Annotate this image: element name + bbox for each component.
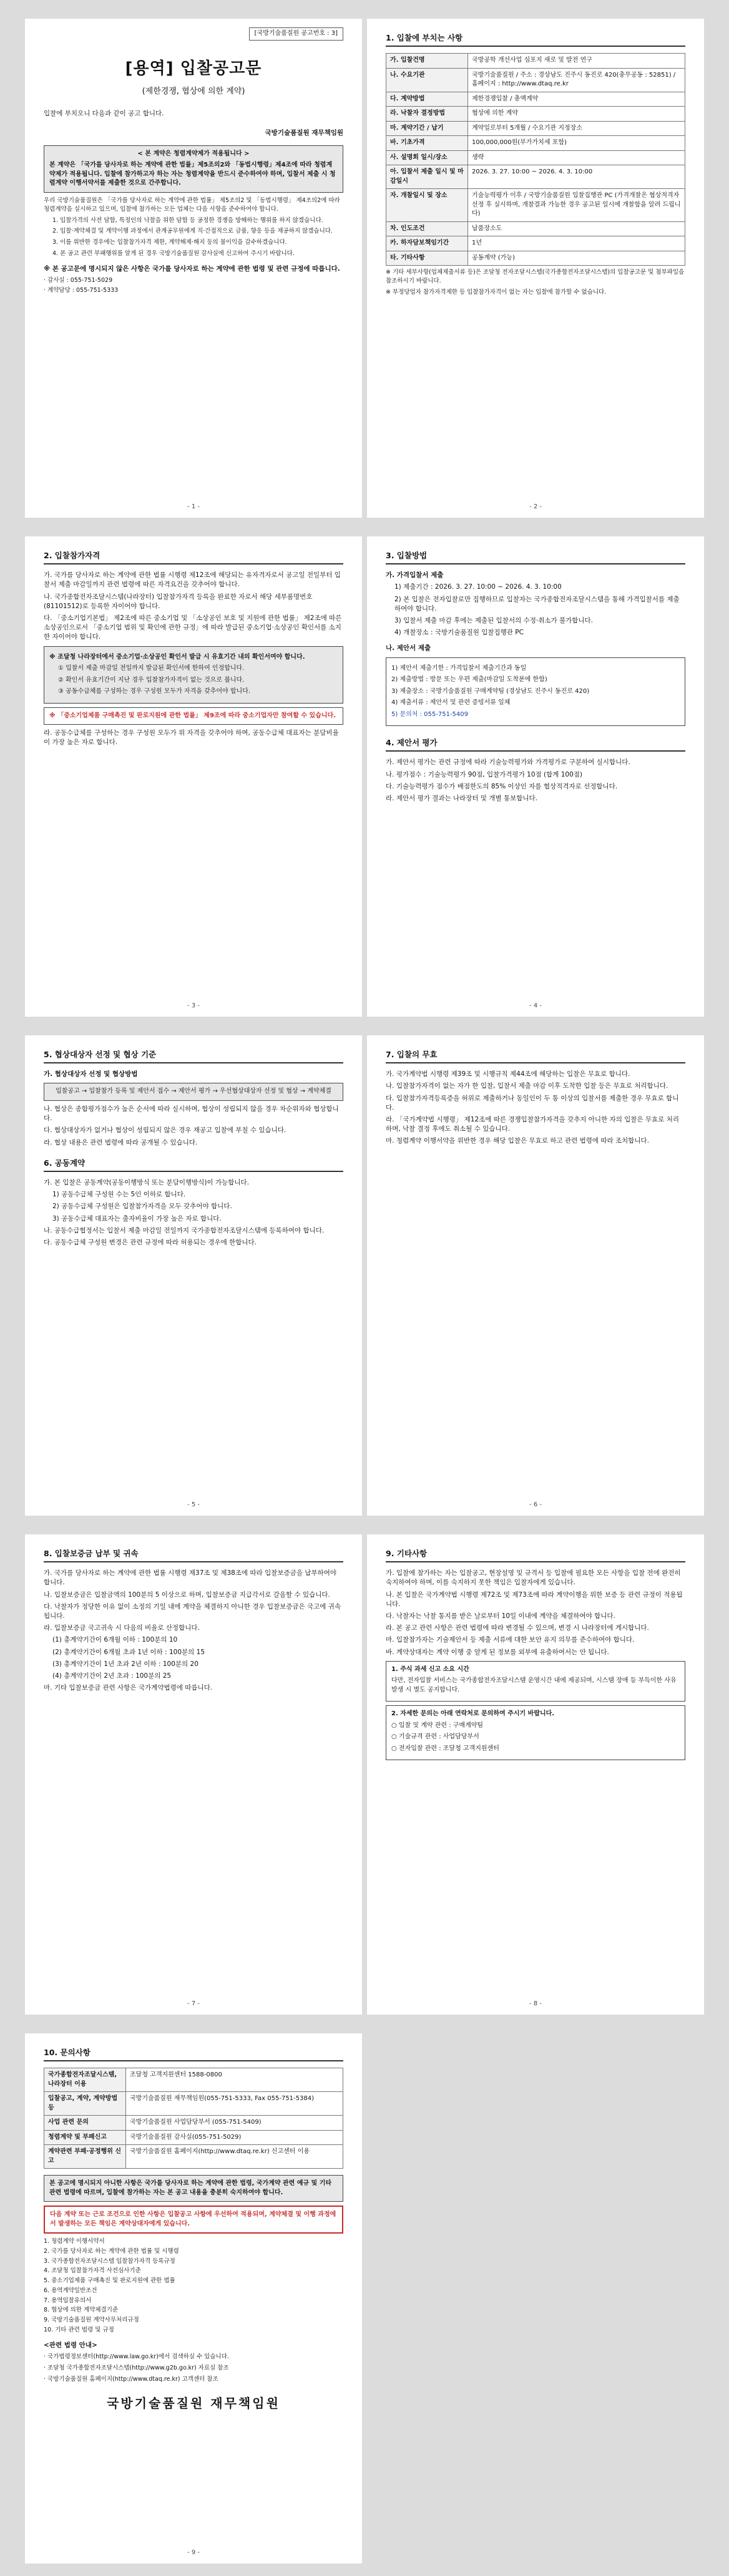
list-item: 가. 국가계약법 시행령 제39조 및 시행규칙 제44조에 해당하는 입찰은 무효로 합니다. xyxy=(386,1070,630,1078)
contact-list xyxy=(44,276,343,295)
list-item: 1) 공동수급체 구성원 수는 5인 이하로 합니다. xyxy=(52,1191,186,1199)
section-heading: 2. 입찰참가자격 xyxy=(44,550,343,564)
warning-box xyxy=(44,707,343,725)
list-item: 가. 국가를 당사자로 하는 계약에 관한 법률 시행령 제37조 및 제38조에 따라 입찰보증금을 납부하여야 합니다. xyxy=(44,1569,337,1587)
paragraph: 라. 공동수급체를 구성하는 경우 구성원 모두가 위 자격을 갖추어야 하며, 공동수급체 대표자는 분담비율이 가장 높은 자로 합니다. xyxy=(44,729,339,747)
box-text: 다만, 전자입찰 서비스는 국가종합전자조달시스템 운영시간 내에 제공되며, 시스템 장애 등 부득이한 사유 발생 시 별도 공지합니다. xyxy=(391,1677,677,1693)
box-line: ※ 조달청 나라장터에서 중소기업·소상공인 확인서 발급 시 유효기간 내의 확인서여야 합니다. xyxy=(49,653,305,661)
list-item: 10. 기타 관련 법령 및 규정 xyxy=(44,2327,114,2334)
box-line: ① 입찰서 제출 마감일 전일까지 발급된 확인서에 한하여 인정합니다. xyxy=(58,665,245,672)
list-item: 다. 입찰참가자격등록증을 허위로 제출하거나 동일인이 두 통 이상의 입찰서를 제출한 경우 무효로 합니다. xyxy=(386,1094,679,1111)
list-item: 라. 「국가계약법 시행령」 제12조에 따른 경쟁입찰참가자격을 갖추지 아니한 자의 입찰은 무효로 처리하며, 낙찰 결정 후에도 취소될 수 있습니다. xyxy=(386,1116,679,1133)
integrity-item: 2. 입찰·계약체결 및 계약이행 과정에서 관계공무원에게 직·간접적으로 금품, 향응 등을 제공하지 않겠습니다. xyxy=(52,228,333,235)
list-item: 바. 계약상대자는 계약 이행 중 알게 된 정보를 외부에 유출하여서는 안 됩니다. xyxy=(386,1648,609,1656)
list-item: 다. 기술능력평가 점수가 배점한도의 85% 이상인 자를 협상적격자로 선정합니다. xyxy=(386,782,618,790)
info-box xyxy=(386,1661,685,1702)
section-heading: 8. 입찰보증금 납부 및 귀속 xyxy=(44,1548,343,1562)
document-subtitle: (제한경쟁, 협상에 의한 계약) xyxy=(142,86,245,96)
subheading: 나. 제안서 제출 xyxy=(386,644,431,652)
subheading: 가. 가격입찰서 제출 xyxy=(386,571,444,579)
list-item: 라. 제안서 평가 결과는 나라장터 및 개별 통보합니다. xyxy=(386,794,538,802)
list-item: (1) 총계약기간이 6개월 이하 : 100분의 10 xyxy=(52,1636,178,1644)
box-line: ② 확인서 유효기간이 지난 경우 입찰참가자격이 없는 것으로 봅니다. xyxy=(58,676,245,684)
list-item: 4) 개찰장소 : 국방기술품질원 입찰집행관 PC xyxy=(394,629,524,637)
integrity-box-title: < 본 계약은 청렴계약제가 적용됩니다 > xyxy=(137,150,250,157)
page-9 xyxy=(25,2033,362,2564)
list-item: 나. 공동수급협정서는 입찰서 제출 마감일 전일까지 국가종합전자조달시스템에 등록하여야 합니다. xyxy=(44,1226,325,1234)
list-item: 다. 공동수급체 구성원 변경은 관련 규정에 따라 허용되는 경우에 한합니다. xyxy=(44,1238,257,1246)
list-item: 3) 공동수급체 대표자는 출자비율이 가장 높은 자로 합니다. xyxy=(52,1214,222,1223)
list-item: 5) 문의처 : 055-751-5409 xyxy=(391,710,468,718)
section-heading: 10. 문의사항 xyxy=(44,2047,343,2061)
list-item: 4) 제출서류 : 제안서 및 관련 증빙서류 일체 xyxy=(391,699,511,707)
integrity-item: 1. 입찰가격의 사전 담합, 특정인의 낙찰을 위한 담합 등 공정한 경쟁을 방해하는 행위를 하지 않겠습니다. xyxy=(52,216,323,224)
section-heading: 1. 입찰에 부치는 사항 xyxy=(386,32,685,47)
integrity-body xyxy=(44,196,343,258)
list-item: 3. 국가종합전자조달시스템 입찰참가자격 등록규정 xyxy=(44,2257,175,2265)
intro-text: 입찰에 부치오니 다음과 같이 공고 합니다. xyxy=(44,109,164,117)
box-title: 2. 자세한 문의는 아래 연락처로 문의하여 주시기 바랍니다. xyxy=(391,1710,555,1718)
section-heading: 6. 공동계약 xyxy=(44,1158,343,1172)
list-item: 라. 입찰보증금 국고귀속 시 다음의 비율로 산정합니다. xyxy=(44,1624,200,1632)
list-item: 다. 협상대상자가 없거나 협상이 성립되지 않은 경우 재공고 입찰에 부칠 수 있습니다. xyxy=(44,1126,286,1135)
list-item: 2) 본 입찰은 전자입찰로만 집행하므로 입찰자는 국가종합전자조달시스템을 통해 가격입찰서를 제출하여야 합니다. xyxy=(394,595,680,613)
page-number: - 5 - xyxy=(187,1501,200,1508)
list-item: 4. 조달청 입찰참가자격 사전심사기준 xyxy=(44,2267,141,2275)
warning-text: ※ 「중소기업제품 구매촉진 및 판로지원에 관한 법률」 제9조에 따라 중소기업자만 참여할 수 있습니다. xyxy=(49,712,336,719)
table-row: 바. 기초가격 100,000,000원(부가가치세 포함) xyxy=(386,136,685,151)
list-item: (4) 총계약기간이 2년 초과 : 100분의 25 xyxy=(52,1672,172,1680)
list-item: 1) 제출기간 : 2026. 3. 27. 10:00 ~ 2026. 4. 3. 10:00 xyxy=(394,583,562,591)
list-item: 2) 공동수급체 구성원은 입찰참가자격을 모두 갖추어야 합니다. xyxy=(52,1203,232,1211)
document-title: [용역] 입찰공고문 xyxy=(125,59,262,78)
list-item: 나. 본 입찰은 국가계약법 시행령 제72조 및 제73조에 따라 계약이행을 위한 보증 등 관련 규정이 적용됩니다. xyxy=(386,1591,683,1608)
table-row: 다. 계약방법 제한경쟁입찰 / 총액계약 xyxy=(386,92,685,107)
list-item: 2) 제출방법 : 방문 또는 우편 제출(마감일 도착분에 한함) xyxy=(391,676,547,684)
notice-summary-table xyxy=(386,53,685,266)
list-item: 나. 입찰참가자격이 없는 자가 한 입찰, 입찰서 제출 마감 이후 도착한 입찰 등은 무효로 처리합니다. xyxy=(386,1082,668,1090)
table-note: ※ 부정당업자 참가자격제한 등 입찰참가자격이 없는 자는 입찰에 참가할 수 없습니다. xyxy=(386,288,607,296)
table-row: 타. 기타사항 공동계약 (가능) xyxy=(386,251,685,266)
list-item: 9. 국방기술품질원 계약사무처리규정 xyxy=(44,2317,139,2324)
list-item: 나. 협상은 종합평가점수가 높은 순서에 따라 실시하며, 협상이 성립되지 않을 경우 차순위자와 협상합니다. xyxy=(44,1105,339,1123)
page-number: - 7 - xyxy=(187,2000,200,2007)
list-item: 나. 평가점수 : 기술능력평가 90점, 입찰가격평가 10점 (합계 100점) xyxy=(386,770,583,778)
table-row: 청렴계약 및 부패신고 국방기술품질원 감사실(055-751-5029) xyxy=(44,2130,343,2145)
integrity-item: 3. 이를 위반한 경우에는 입찰참가자격 제한, 계약해제·해지 등의 불이익을 감수하겠습니다. xyxy=(52,239,287,246)
page-5 xyxy=(25,1035,362,1516)
reference-list xyxy=(44,2237,343,2335)
qualification-box xyxy=(44,646,343,704)
list-item: 가. 제안서 평가는 관련 규정에 따라 기술능력평가와 가격평가로 구분하여 실시합니다. xyxy=(386,758,630,767)
paragraph: 나. 국가종합전자조달시스템(나라장터) 입찰참가자격 등록을 완료한 자로서 해당 세부품명번호(81101512)로 등록한 자이어야 합니다. xyxy=(44,593,313,610)
table-note: ※ 기타 세부사항(업체제출서류 등)은 조달청 전자조달시스템(국가종합전자조달시스템)의 입찰공고문 및 첨부파일을 참조하시기 바랍니다. xyxy=(386,269,685,284)
priority-text: 다음 계약 또는 근로 조건으로 인한 사항은 입찰공고 사항에 우선하여 적용되며, 계약체결 및 이행 과정에서 발생하는 모든 책임은 계약상대자에게 있습니다. xyxy=(50,2211,336,2227)
proposal-box xyxy=(386,657,685,727)
list-item: 2. 국가를 당사자로 하는 계약에 관한 법률 및 시행령 xyxy=(44,2247,179,2255)
list-item: 6. 용역계약일반조건 xyxy=(44,2287,97,2294)
paragraph: 가. 국가를 당사자로 하는 계약에 관한 법률 시행령 제12조에 해당되는 유자격자로서 공고일 전일부터 입찰서 제출 마감일까지 관련 법령에 따른 자격요건을 갖추어야 합니다. xyxy=(44,571,341,589)
integrity-box xyxy=(44,145,343,193)
table-row: 차. 인도조건 납품장소도 xyxy=(386,221,685,236)
process-box: 입찰공고 → 입찰참가 등록 및 제안서 접수 → 제안서 평가 → 우선협상대상자 선정 및 협상 → 계약체결 xyxy=(44,1083,343,1101)
page-number: - 9 - xyxy=(187,2549,200,2556)
list-item: 가. 입찰에 참가하는 자는 입찰공고, 현장설명 및 규격서 등 입찰에 필요한 모든 사항을 입찰 전에 완전히 숙지하여야 하며, 이를 숙지하지 못한 책임은 입찰자에게 있습니다. xyxy=(386,1569,681,1587)
list-item: 다. 낙찰자가 정당한 이유 없이 소정의 기일 내에 계약을 체결하지 아니한 경우 입찰보증금은 국고에 귀속됩니다. xyxy=(44,1602,341,1620)
section-heading: 5. 협상대상자 선정 및 협상 기준 xyxy=(44,1049,343,1063)
page-number: - 2 - xyxy=(529,503,542,510)
list-item: (3) 총계약기간이 1년 초과 2년 이하 : 100분의 20 xyxy=(52,1660,198,1668)
reference-line: · 국가법령정보센터(http://www.law.go.kr)에서 검색하실 수 있습니다. xyxy=(44,2353,229,2360)
list-item: 8. 협상에 의한 계약체결기준 xyxy=(44,2307,119,2314)
integrity-box-text: 본 계약은 「국가를 당사자로 하는 계약에 관한 법률」제5조의2와 「동법시행령」제4조에 따라 청렴계약제가 적용됩니다. 입찰에 참가하고자 하는 자는 청렴계약을 반드시 준수하여야 하며, 입찰서 제출 시 청렴계약 이행서약서를 제출한 것으로 간주합니다. xyxy=(49,162,336,187)
page-6 xyxy=(367,1035,704,1516)
table-row: 사. 설명회 일시/장소 생략 xyxy=(386,150,685,165)
list-item: 다. 낙찰자는 낙찰 통지를 받은 날로부터 10일 이내에 계약을 체결하여야 합니다. xyxy=(386,1612,615,1620)
paragraph: 다. 「중소기업기본법」 제2조에 따른 중소기업 및 「소상공인 보호 및 지원에 관한 법률」 제2조에 따른 소상공인으로서 「중소기업 범위 및 확인에 관한 규정」에 따라 발급된 중소기업·소상공인 확인서를 소지한 자이어야 합니다. xyxy=(44,614,342,641)
list-item: (2) 총계약기간이 6개월 초과 1년 이하 : 100분의 15 xyxy=(52,1648,205,1656)
table-row: 아. 입찰서 제출 일시 및 마감일시 2026. 3. 27. 10:00 ~ 2026. 4. 3. 10:00 xyxy=(386,165,685,189)
bold-notice: ※ 본 공고문에 명시되지 않은 사항은 국가를 당사자로 하는 계약에 관한 법령 및 관련 규정에 따릅니다. xyxy=(44,264,340,273)
page-number: - 4 - xyxy=(529,1002,542,1009)
box-title: 1. 주식 과세 신고 소요 시간 xyxy=(391,1665,469,1673)
list-item: 마. 기타 입찰보증금 관련 사항은 국가계약법령에 따릅니다. xyxy=(44,1684,213,1692)
box-text: ○ 전자입찰 관련 : 조달청 고객지원센터 xyxy=(391,1745,499,1752)
contact-table xyxy=(44,2068,343,2169)
page-number: - 6 - xyxy=(529,1501,542,1508)
section-heading: 9. 기타사항 xyxy=(386,1548,685,1562)
list-item: 1. 청렴계약 이행서약서 xyxy=(44,2238,105,2245)
contact-item: · 계약담당 : 055-751-5333 xyxy=(44,286,119,294)
section-heading: 3. 입찰방법 xyxy=(386,550,685,564)
page-number: - 3 - xyxy=(187,1002,200,1009)
integrity-item: 4. 본 공고 관련 부패행위를 알게 된 경우 국방기술품질원 감사실에 신고하여 주시기 바랍니다. xyxy=(52,249,295,257)
list-item: 3) 제출장소 : 국방기술품질원 구매계약팀 (경상남도 진주시 동진로 420) xyxy=(391,687,590,695)
issuer-signature: 국방기술품질원 재무책임원 xyxy=(265,128,343,137)
list-item: 라. 본 공고 관련 사항은 관련 법령에 따라 변경될 수 있으며, 변경 시 나라장터에 게시합니다. xyxy=(386,1624,649,1632)
table-row: 나. 수요기관 국방기술품질원 / 주소 : 경상남도 진주시 동진로 420(충무공동 : 52851) / 홈페이지 : http://www.dtaq.re.kr xyxy=(386,68,685,92)
page-1 xyxy=(25,19,362,518)
integrity-paragraph: 우리 국방기술품질원은 「국가를 당사자로 하는 계약에 관한 법률」 제5조의2 및 「동법시행령」 제4조의2에 따라 청렴계약을 실시하고 있으며, 입찰에 참가하는 모든 업체는 다음 사항을 준수하여야 합니다. xyxy=(44,196,340,213)
table-row: 카. 하자담보책임기간 1년 xyxy=(386,236,685,251)
section-heading: 4. 제안서 평가 xyxy=(386,737,685,752)
notice-box: 본 공고에 명시되지 아니한 사항은 국가를 당사자로 하는 계약에 관한 법령, 국가계약 관련 예규 및 기타 관련 법령에 따르며, 입찰에 참가하는 자는 본 공고 내용을 충분히 숙지하여야 합니다. xyxy=(44,2175,343,2202)
list-item: 마. 입찰참가자는 기술제안서 등 제출 서류에 대한 보안 유지 의무를 준수하여야 합니다. xyxy=(386,1636,635,1644)
box-text: ○ 입찰 및 계약 관련 : 구매계약팀 xyxy=(391,1721,484,1729)
page-8 xyxy=(367,1534,704,2015)
table-row: 마. 계약기간 / 납기 계약일로부터 5개월 / 수요기관 지정장소 xyxy=(386,121,685,136)
page-3 xyxy=(25,536,362,1017)
box-text: ○ 기술규격 관련 : 사업담당부서 xyxy=(391,1733,479,1741)
footer-organization: 국방기술품질원 재무책임원 xyxy=(107,2396,280,2411)
contact-item: · 감사실 : 055-751-5029 xyxy=(44,276,113,284)
table-row: 계약관련 부패·공정행위 신고 국방기술품질원 홈페이지(http://www.dtaq.re.kr) 신고센터 이용 xyxy=(44,2145,343,2169)
notice-number: [국방기술품질원 공고번호 : 3] xyxy=(249,27,343,41)
page-7 xyxy=(25,1534,362,2015)
reference-line: · 조달청 국가종합전자조달시스템(http://www.g2b.go.kr) 자료실 참조 xyxy=(44,2364,229,2371)
list-item: 5. 중소기업제품 구매촉진 및 판로지원에 관한 법률 xyxy=(44,2277,175,2285)
list-item: 라. 협상 내용은 관련 법령에 따라 공개될 수 있습니다. xyxy=(44,1138,198,1146)
reference-line: · 국방기술품질원 홈페이지(http://www.dtaq.re.kr) 고객센터 참조 xyxy=(44,2375,218,2383)
box-line: ③ 공동수급체를 구성하는 경우 구성원 모두가 자격을 갖추어야 합니다. xyxy=(58,688,251,695)
list-item: 3) 입찰서 제출 마감 후에는 제출된 입찰서의 수정·취소가 불가합니다. xyxy=(394,617,594,624)
page-number: - 8 - xyxy=(529,2000,542,2007)
subheading: <관련 법령 안내> xyxy=(44,2341,97,2349)
subheading: 가. 협상대상자 선정 및 협상방법 xyxy=(44,1070,138,1078)
table-row: 가. 입찰건명 국방공학 개선사업 심포지 새로 및 발전 연구 xyxy=(386,54,685,69)
section-heading: 7. 입찰의 무효 xyxy=(386,1049,685,1063)
table-row: 입찰공고, 계약, 계약방법 등 국방기술품질원 재무책임원(055-751-5333, Fax 055-751-5384) xyxy=(44,2092,343,2116)
list-item: 마. 청렴계약 이행서약을 위반한 경우 해당 입찰은 무효로 하고 관련 법령에 따라 조치합니다. xyxy=(386,1137,650,1145)
page-2 xyxy=(367,19,704,518)
table-row: 자. 개찰일시 및 장소 기술능력평가 이후 / 국방기술품질원 입찰집행관 PC (가격개찰은 협상적격자 선정 후 실시하며, 개찰결과 가능한 경우 공고된 일시에 개찰함을 알려 드립니다) xyxy=(386,189,685,222)
list-item: 가. 본 입찰은 공동계약(공동이행방식 또는 분담이행방식)이 가능합니다. xyxy=(44,1178,250,1186)
list-item: 나. 입찰보증금은 입찰금액의 100분의 5 이상으로 하며, 입찰보증금 지급각서로 갈음할 수 있습니다. xyxy=(44,1591,330,1599)
info-box xyxy=(386,1705,685,1760)
list-item: 7. 용역입찰유의서 xyxy=(44,2297,92,2304)
page-number: - 1 - xyxy=(187,503,200,510)
priority-box xyxy=(44,2206,343,2234)
table-row: 사업 관련 문의 국방기술품질원 사업담당부서 (055-751-5409) xyxy=(44,2116,343,2131)
list-item: 1) 제안서 제출기한 : 가격입찰서 제출기간과 동일 xyxy=(391,664,527,672)
table-row: 라. 낙찰자 결정방법 협상에 의한 계약 xyxy=(386,107,685,122)
table-row: 국가종합전자조달시스템, 나라장터 이용 조달청 고객지원센터 1588-0800 xyxy=(44,2068,343,2092)
page-4 xyxy=(367,536,704,1017)
